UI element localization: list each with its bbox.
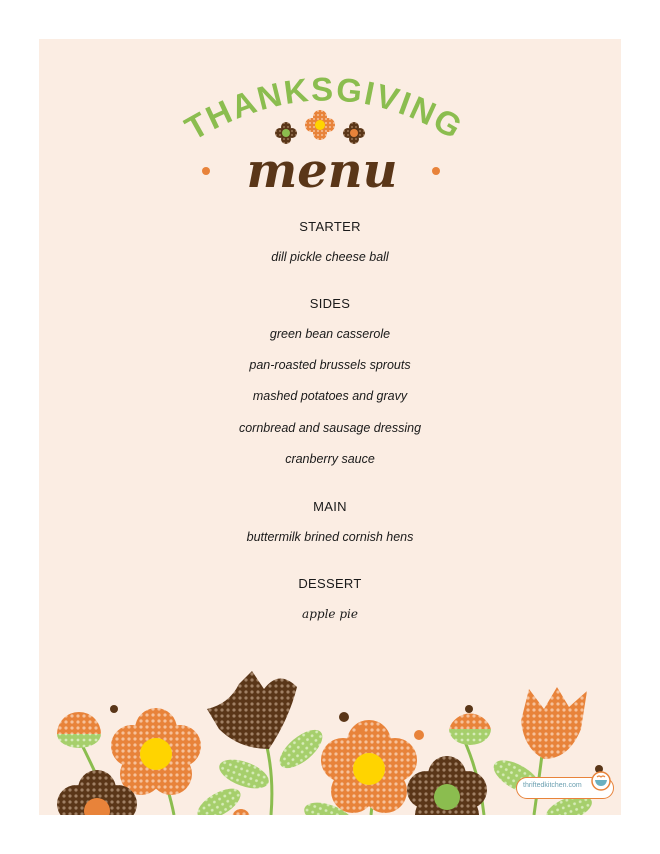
flower-tulip-brown (207, 671, 297, 749)
section-title-starter: STARTER (299, 219, 361, 234)
menu-item: apple pie (302, 607, 358, 621)
flower-bud-left (57, 712, 101, 748)
flower-orange-1 (111, 708, 201, 795)
menu-item: green bean casserole (269, 327, 391, 341)
menu-page (39, 39, 621, 815)
section-title-sides: SIDES (309, 296, 351, 311)
menu-item: buttermilk brined cornish hens (246, 530, 414, 544)
menu-header (39, 39, 621, 209)
section-title-dessert: DESSERT (298, 576, 362, 591)
header-dot-right (432, 167, 440, 175)
site-logo-badge[interactable] (516, 777, 614, 799)
title-menu-script: menu (246, 143, 398, 199)
flower-bud-right (449, 714, 491, 745)
site-logo-text: thriftedkitchen.com (523, 782, 582, 789)
flower-tulip-orange (521, 687, 587, 759)
header-flower-right (343, 122, 365, 144)
menu-item: mashed potatoes and gravy (252, 389, 408, 403)
header-graphic (39, 39, 621, 209)
menu-item: cranberry sauce (285, 452, 375, 466)
menu-item: dill pickle cheese ball (271, 250, 389, 264)
header-dot-left (202, 167, 210, 175)
menu-item: cornbread and sausage dressing (238, 421, 422, 435)
header-flower-center (305, 110, 335, 140)
header-flower-left (275, 122, 297, 144)
title-thanksgiving: THANKSGIVING (178, 70, 470, 148)
bowl-icon (591, 771, 611, 796)
menu-item: pan-roasted brussels sprouts (249, 358, 411, 372)
section-title-main: MAIN (313, 499, 347, 514)
flower-orange-2 (321, 720, 417, 813)
